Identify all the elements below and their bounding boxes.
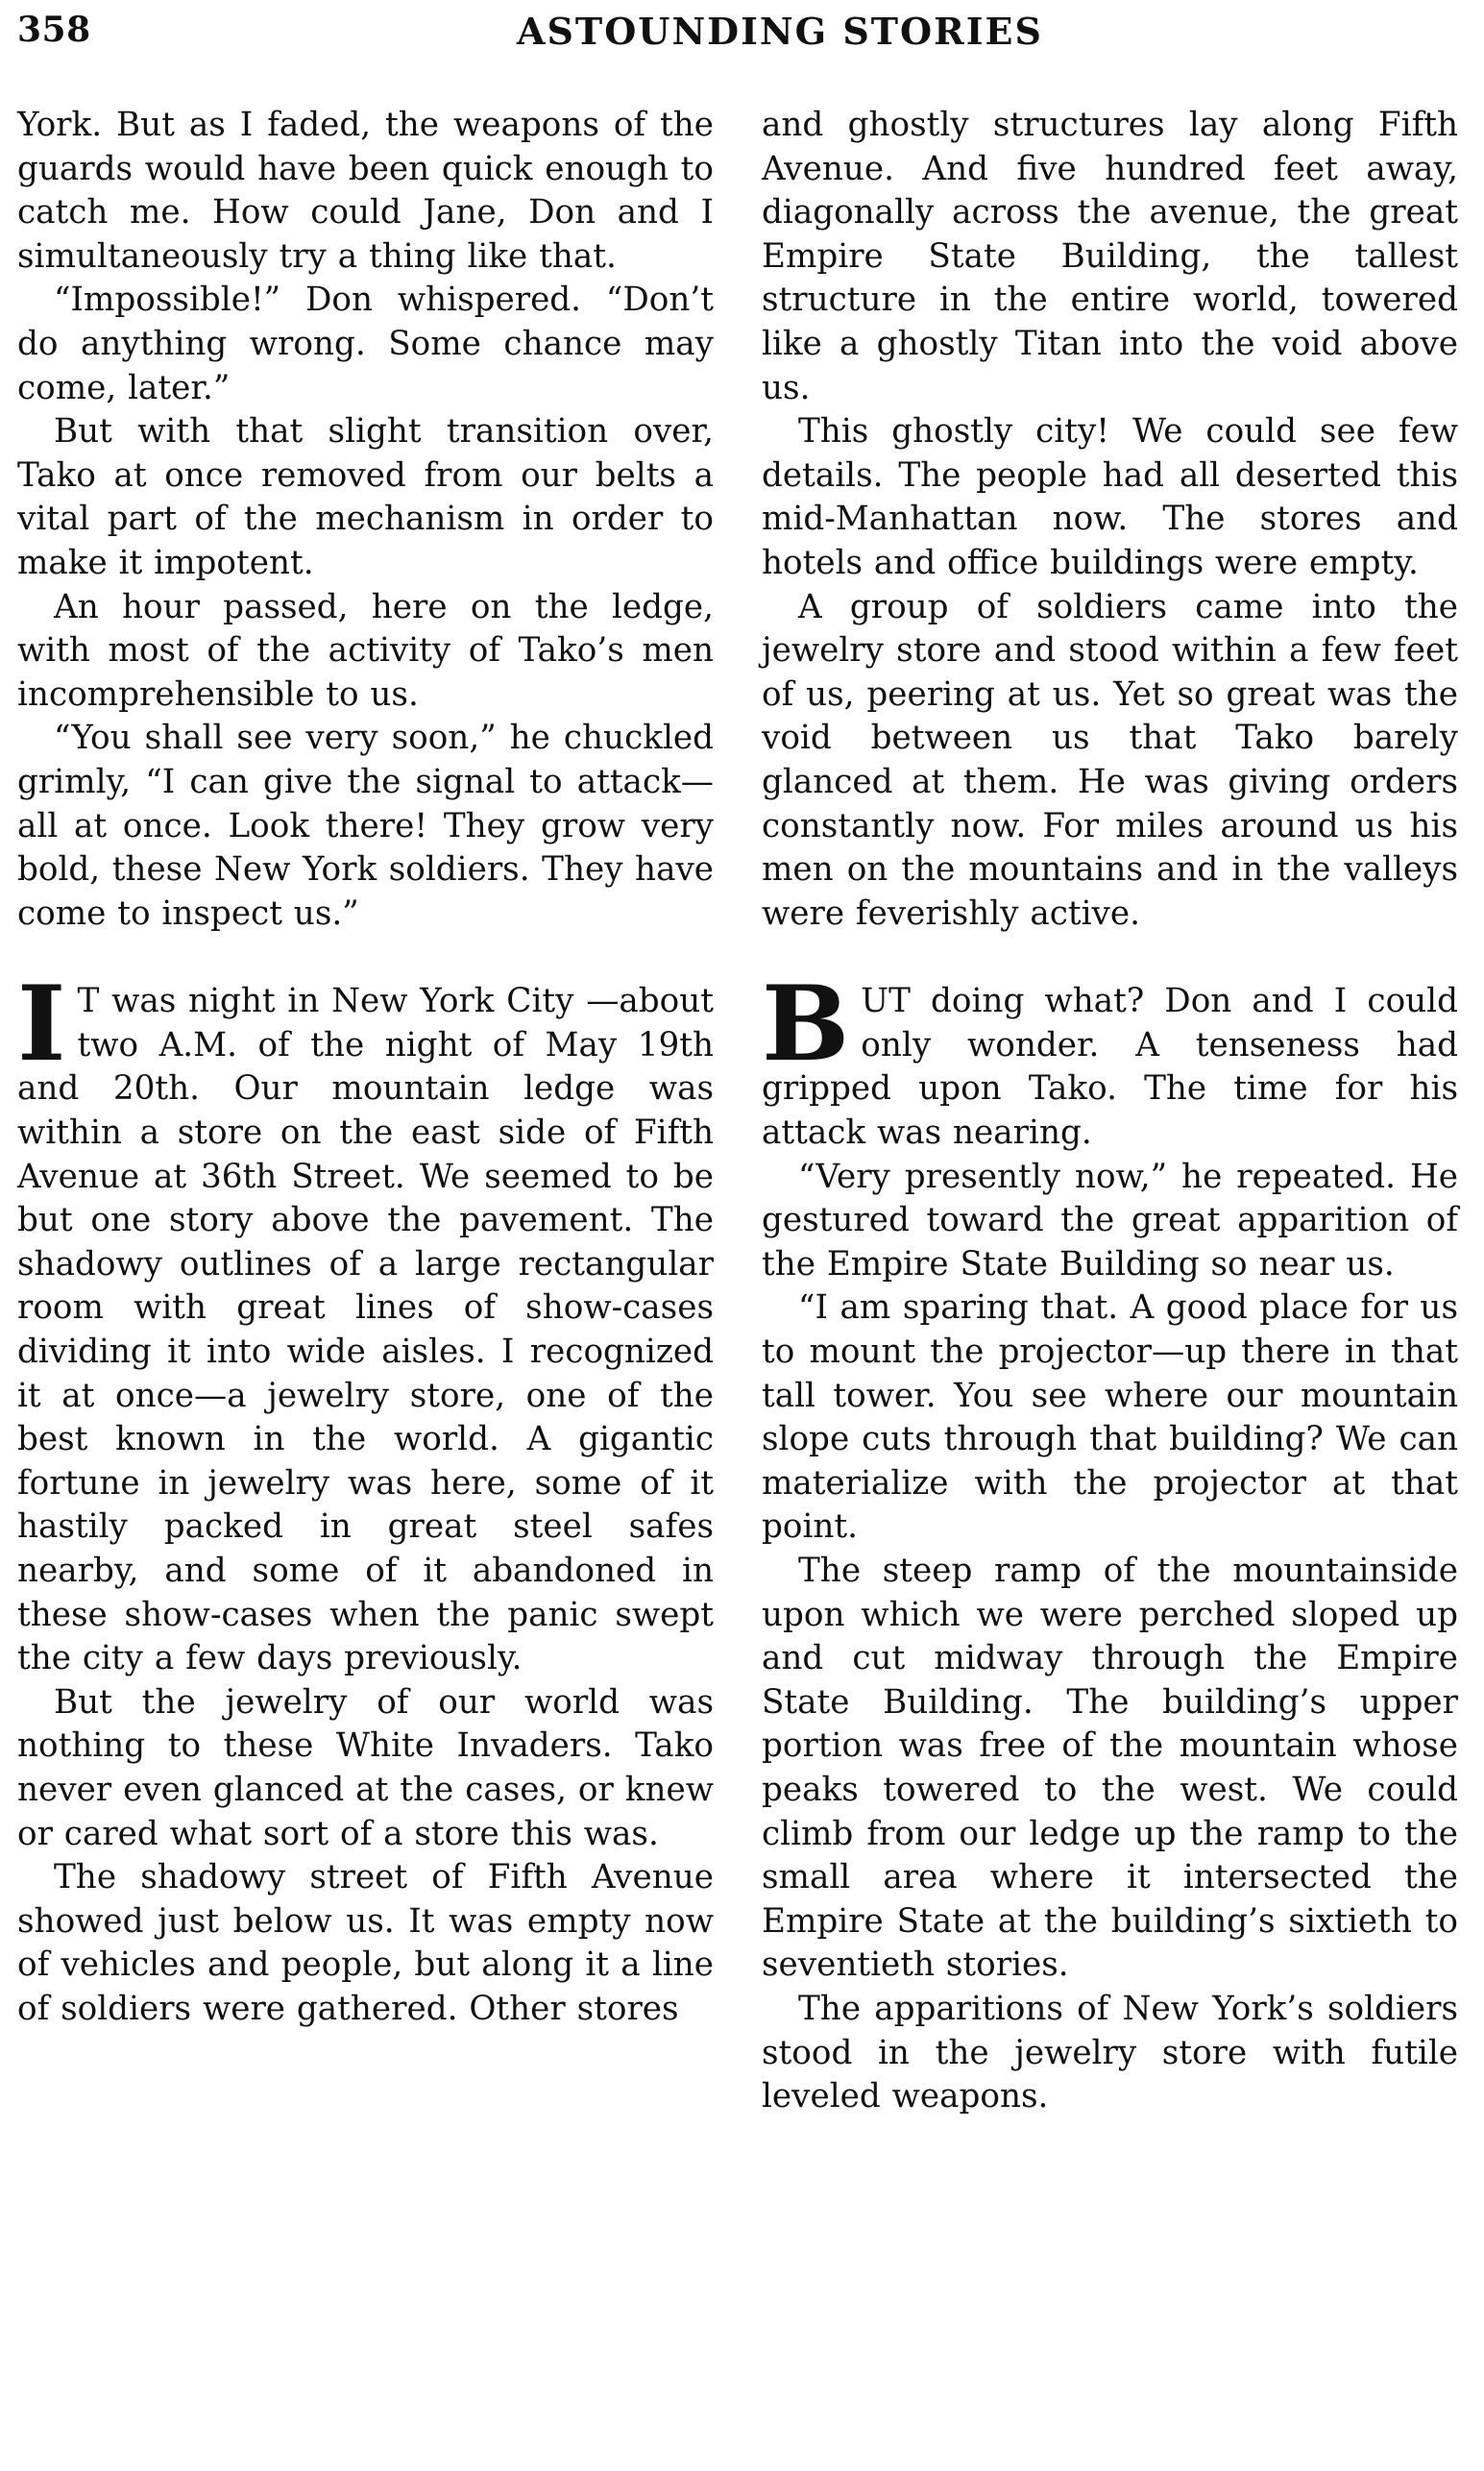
section-opening-paragraph (762, 964, 1458, 1155)
paragraph: York. But as I faded, the weapons of the guards would have been quick enough to catch me. How could Jane, Don and I simultaneously try a thing like that. (17, 106, 714, 276)
paragraph: The apparitions of New York’s soldiers stood in the jewelry store with futile leveled weapons. (762, 1989, 1458, 2116)
paragraph-text: UT doing what? Don and I could only wonder. A tenseness had gripped upon Tako. The time for his attack was nearing. (762, 982, 1458, 1153)
paragraph: “Very presently now,” he repeated. He gestured toward the great apparition of the Empire State Building so near us. (762, 1157, 1458, 1284)
magazine-page (17, 0, 1468, 2471)
paragraph: This ghostly city! We could see few details. The people had all deserted this mid-Manhattan now. The stores and hotels and office buildings were empty. (762, 412, 1458, 582)
paragraph: “You shall see very soon,” he chuckled grimly, “I can give the signal to attack—all at once. Look there! They grow very bold, these New York soldiers. They have come to inspect us.” (17, 719, 714, 933)
paragraph: An hour passed, here on the ledge, with most of the activity of Tako’s men incomprehensible to us. (17, 587, 714, 714)
page-number: 358 (17, 10, 91, 50)
running-title: ASTOUNDING STORIES (517, 10, 1043, 53)
paragraph: But the jewelry of our world was nothing to these White Invaders. Tako never even glanced at the cases, or knew or cared what sort of a store this was. (17, 1682, 714, 1853)
paragraph: and ghostly structures lay along Fifth Avenue. And five hundred feet away, diagonally across the avenue, the great Empire State Building, the tallest structure in the entire world, towered like a ghostly Titan into the void above us. (762, 106, 1458, 407)
page-header (17, 10, 1468, 67)
right-column (762, 104, 1458, 2119)
paragraph: A group of soldiers came into the jewelry store and stood within a few feet of us, peering at us. Yet so great was the void between us that Tako barely glanced at them. He was giving orders constantly now. For miles around us his men on the mountains and in the valleys were feverishly active. (762, 587, 1458, 933)
paragraph: But with that slight transition over, Tako at once removed from our belts a vital part of the mechanism in order to make it impotent. (17, 412, 714, 582)
drop-cap: B (762, 964, 850, 1086)
paragraph: “Impossible!” Don whispered. “Don’t do anything wrong. Some chance may come, later.” (17, 281, 714, 407)
paragraph: The steep ramp of the mountainside upon which we were perched sloped up and cut midway through the Empire State Building. The building’s upper portion was free of the mountain whose peaks towered to the west. We could climb from our ledge up the ramp to the small area where it intersected the Empire State at the building’s sixtieth to seventieth stories. (762, 1552, 1458, 1985)
paragraph: “I am sparing that. A good place for us to mount the projector—up there in that tall tower. You see where our mountain slope cuts through that building? We can materialize with the projector at that point. (762, 1288, 1458, 1547)
paragraph-text: T was night in New York City —about two A.M. of the night of May 19th and 20th. Our mountain ledge was within a store on the east side of Fifth Avenue at 36th Street. We seemed to be but one story above the pavement. The shadowy outlines of a large rectangular room with great lines of show-cases dividing it into wide aisles. I recognized it at once—a jewelry store, one of the best known in the world. A gigantic fortune in jewelry was here, some of it hastily packed in great steel safes nearby, and some of it abandoned in these show-cases when the panic swept the city a few days previously. (17, 982, 714, 1678)
section-opening-paragraph (17, 964, 714, 1681)
paragraph: The shadowy street of Fifth Avenue showed just below us. It was empty now of vehicles and people, but along it a line of soldiers were gathered. Other stores (17, 1858, 714, 2028)
drop-cap: I (17, 964, 66, 1086)
left-column (17, 104, 714, 2032)
